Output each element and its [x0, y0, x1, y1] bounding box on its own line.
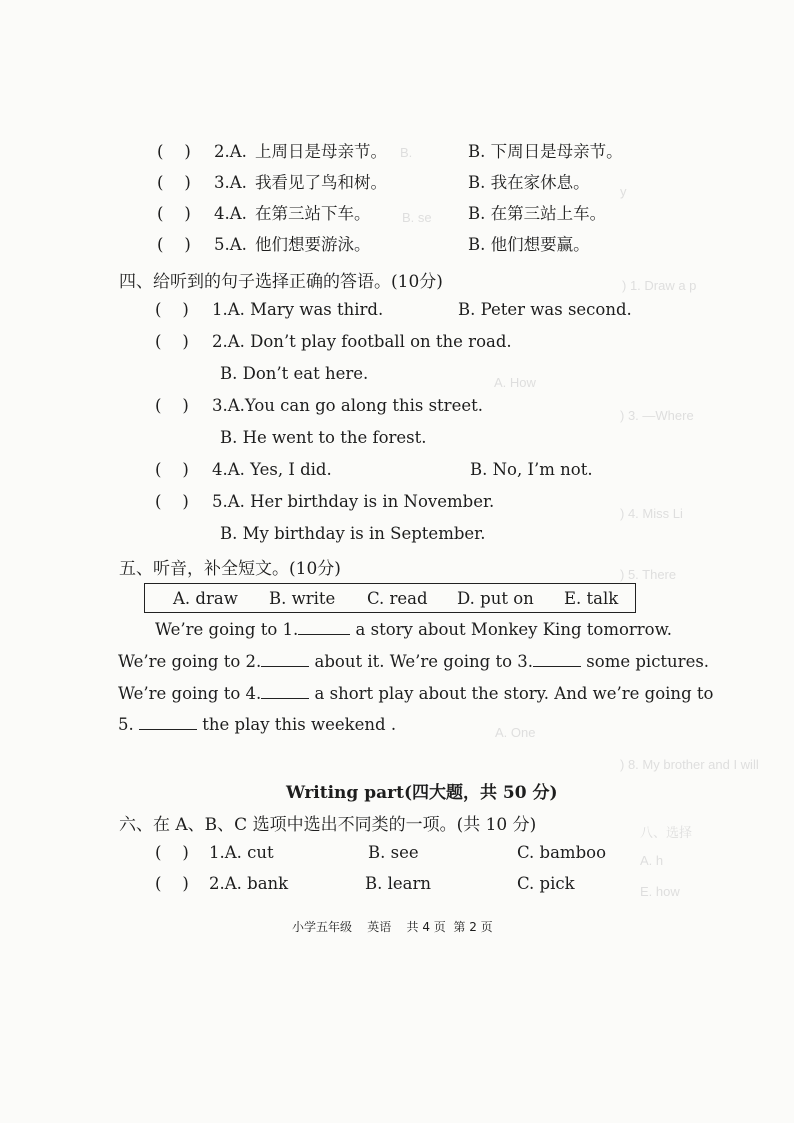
fill-blank-3[interactable]	[533, 652, 581, 667]
question-row	[155, 332, 512, 352]
option-c: C. pick	[517, 874, 575, 893]
option-a: 1.A. cut	[209, 843, 274, 862]
bleed-through-mark: 八、选择	[640, 825, 693, 840]
option-a-text: 他们想要游泳。	[255, 235, 371, 254]
option-b: B. 下周日是母亲节。	[468, 142, 623, 161]
option-a: 3.A.	[214, 173, 247, 192]
writing-subtitle: (四大题，共 50 分)	[403, 783, 558, 803]
option-b: B. 我在家休息。	[468, 173, 590, 192]
passage-text: about it. We’re going to 3.	[309, 652, 534, 671]
fill-blank-5[interactable]	[139, 715, 197, 730]
passage-text: the play this weekend .	[197, 715, 397, 734]
bleed-through-mark: ) 4. Miss Li	[620, 506, 683, 521]
answer-paren[interactable]: ( )	[155, 874, 189, 893]
option-b: B. 他们想要赢。	[468, 235, 590, 254]
question-row	[155, 460, 593, 480]
word-option: E. talk	[564, 589, 619, 608]
page-footer: 小学五年级 英语 共 4 页 第 2 页	[292, 920, 493, 934]
passage-line	[118, 652, 709, 672]
answer-paren[interactable]: ( )	[155, 300, 189, 319]
bleed-through-mark: y	[620, 184, 627, 199]
option-a: 4.A.	[214, 204, 247, 223]
answer-paren[interactable]: ( )	[155, 396, 189, 415]
option-b: B. 在第三站上车。	[468, 204, 607, 223]
option-a-text: 在第三站下车。	[255, 204, 371, 223]
option-b: B. Peter was second.	[458, 300, 632, 319]
word-option: A. draw	[173, 589, 238, 608]
option-b: B. My birthday is in September.	[220, 524, 486, 543]
answer-paren[interactable]: ( )	[157, 142, 191, 161]
section-4-heading: 四、给听到的句子选择正确的答语。(10分)	[119, 272, 443, 292]
option-b: B. see	[368, 843, 419, 862]
word-option: B. write	[269, 589, 336, 608]
option-a: 1.A. Mary was third.	[212, 300, 384, 319]
passage-line	[118, 684, 713, 704]
option-a: 4.A. Yes, I did.	[212, 460, 332, 479]
answer-paren[interactable]: ( )	[157, 204, 191, 223]
writing-part-title	[286, 778, 558, 803]
option-b: B. Don’t eat here.	[220, 364, 369, 383]
passage-text: 5.	[118, 715, 139, 734]
word-option: C. read	[367, 589, 428, 608]
option-b: B. learn	[365, 874, 432, 893]
passage-line	[155, 620, 672, 640]
bleed-through-mark: B.	[400, 145, 413, 160]
option-a: 2.A.	[214, 142, 247, 161]
answer-paren[interactable]: ( )	[155, 492, 189, 511]
option-a: 3.A.You can go along this street.	[212, 396, 483, 415]
word-bank-box	[144, 583, 636, 613]
passage-line	[118, 715, 396, 735]
option-a: 2.A. Don’t play football on the road.	[212, 332, 512, 351]
passage-text: We’re going to 4.	[118, 684, 262, 703]
section-5-heading: 五、听音，补全短文。(10分)	[119, 559, 341, 579]
option-a: 2.A. bank	[209, 874, 289, 893]
fill-blank-1[interactable]	[298, 620, 350, 635]
bleed-through-mark: E. how	[640, 884, 680, 899]
answer-paren[interactable]: ( )	[155, 332, 189, 351]
section-6-heading: 六、在 A、B、C 选项中选出不同类的一项。(共 10 分)	[119, 815, 537, 835]
question-row	[157, 173, 590, 193]
passage-text: a story about Monkey King tomorrow.	[350, 620, 673, 639]
option-a-text: 我看见了鸟和树。	[255, 173, 387, 192]
option-b: B. He went to the forest.	[220, 428, 427, 447]
fill-blank-4[interactable]	[261, 684, 309, 699]
question-row	[157, 142, 623, 162]
question-row	[155, 874, 575, 894]
word-option: D. put on	[457, 589, 534, 608]
option-b: B. No, I’m not.	[470, 460, 593, 479]
question-row	[155, 396, 483, 416]
bleed-through-mark: ) 1. Draw a p	[622, 278, 697, 293]
bleed-through-mark: ) 3. —Where	[620, 408, 694, 423]
option-a: 5.A.	[214, 235, 247, 254]
bleed-through-mark: A. h	[640, 853, 664, 868]
answer-paren[interactable]: ( )	[157, 173, 191, 192]
question-row	[155, 492, 495, 512]
passage-text: We’re going to 1.	[155, 620, 299, 639]
answer-paren[interactable]: ( )	[155, 843, 189, 862]
bleed-through-mark: ) 8. My brother and I will	[620, 757, 759, 772]
writing-title: Writing part	[286, 783, 404, 803]
question-row	[155, 300, 632, 320]
answer-paren[interactable]: ( )	[157, 235, 191, 254]
option-a: 5.A. Her birthday is in November.	[212, 492, 495, 511]
bleed-through-mark: A. One	[495, 725, 536, 740]
bleed-through-mark: A. How	[494, 375, 536, 390]
bleed-through-mark: ) 5. There	[620, 567, 677, 582]
answer-paren[interactable]: ( )	[155, 460, 189, 479]
question-row	[155, 843, 607, 863]
passage-text: some pictures.	[581, 652, 710, 671]
fill-blank-2[interactable]	[261, 652, 309, 667]
question-row	[157, 235, 590, 255]
option-c: C. bamboo	[517, 843, 607, 862]
passage-text: We’re going to 2.	[118, 652, 262, 671]
option-a-text: 上周日是母亲节。	[255, 142, 387, 161]
passage-text: a short play about the story. And we’re going to	[309, 684, 714, 703]
bleed-through-mark: B. se	[402, 210, 432, 225]
